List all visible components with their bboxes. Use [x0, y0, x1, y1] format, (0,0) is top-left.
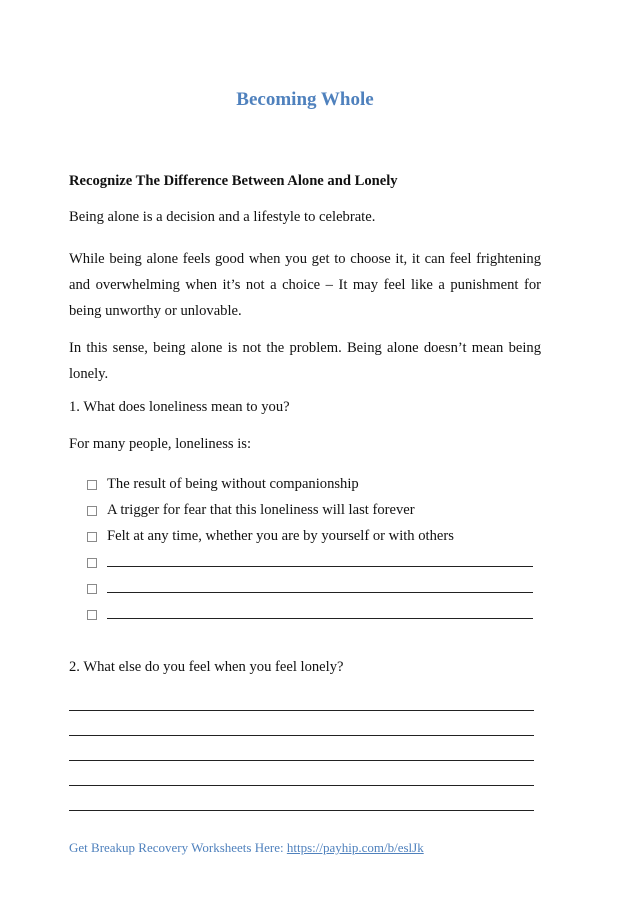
- checkbox-icon[interactable]: [87, 558, 97, 568]
- checklist-intro: For many people, loneliness is:: [69, 436, 251, 452]
- question-2: 2. What else do you feel when you feel lonely?: [69, 659, 344, 675]
- checklist-item-text: A trigger for fear that this loneliness will last forever: [107, 502, 415, 518]
- paragraph-2: While being alone feels good when you get to choose it, it can feel frightening and overwhelming when it’s not a choice – It may feel like a punishment for being unworthy or unlovable.: [69, 251, 541, 319]
- answer-line[interactable]: [69, 735, 534, 736]
- footer-text: Get Breakup Recovery Worksheets Here:: [69, 840, 287, 855]
- checkbox-icon[interactable]: [87, 480, 97, 490]
- footer-link[interactable]: https://payhip.com/b/eslJk: [286, 840, 424, 855]
- answer-lines: [69, 710, 534, 835]
- loneliness-checklist: [87, 474, 537, 630]
- answer-line[interactable]: [107, 578, 533, 593]
- checklist-item-blank: [87, 604, 537, 630]
- checklist-item: [87, 474, 537, 500]
- answer-line[interactable]: [69, 785, 534, 786]
- checkbox-icon[interactable]: [87, 610, 97, 620]
- paragraph-1: Being alone is a decision and a lifestyle to celebrate.: [69, 209, 376, 225]
- answer-line[interactable]: [69, 760, 534, 761]
- checklist-item: [87, 526, 537, 552]
- checklist-item-blank: [87, 578, 537, 604]
- footer: [69, 840, 424, 856]
- page-title: Becoming Whole: [236, 89, 374, 110]
- checkbox-icon[interactable]: [87, 532, 97, 542]
- checklist-item-blank: [87, 552, 537, 578]
- question-1: 1. What does loneliness mean to you?: [69, 399, 290, 415]
- checkbox-icon[interactable]: [87, 506, 97, 516]
- checklist-item-text: The result of being without companionship: [107, 476, 359, 492]
- checklist-item: [87, 500, 537, 526]
- checklist-item-text: Felt at any time, whether you are by yourself or with others: [107, 528, 454, 544]
- answer-line[interactable]: [69, 710, 534, 711]
- answer-line[interactable]: [69, 810, 534, 811]
- paragraph-3: In this sense, being alone is not the problem. Being alone doesn’t mean being lonely.: [69, 340, 541, 382]
- answer-line[interactable]: [107, 604, 533, 619]
- checkbox-icon[interactable]: [87, 584, 97, 594]
- answer-line[interactable]: [107, 552, 533, 567]
- section-heading: Recognize The Difference Between Alone and Lonely: [69, 173, 398, 189]
